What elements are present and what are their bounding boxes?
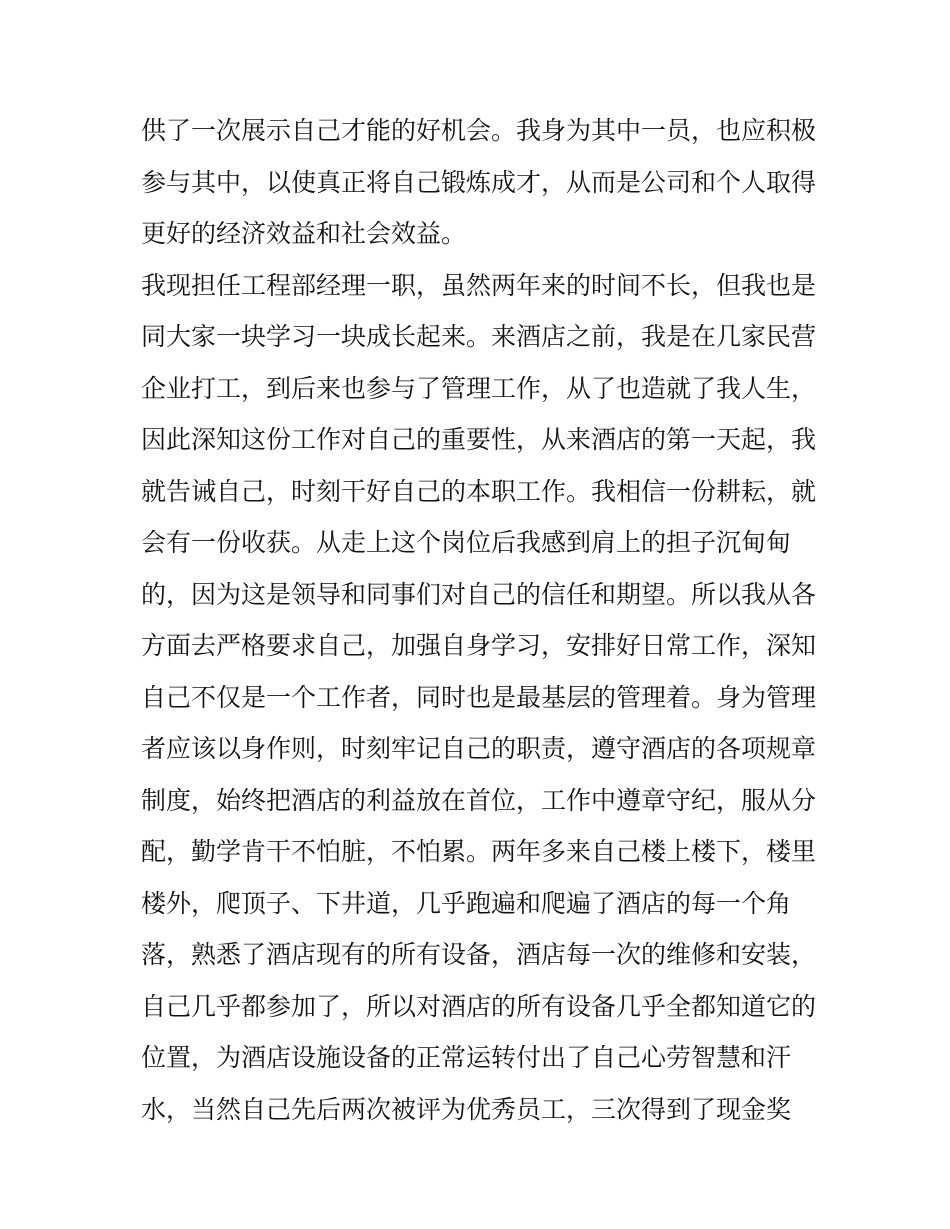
text-line: 方面去严格要求自己，加强自身学习，安排好日常工作，深知 (141, 631, 817, 660)
text-line: 配，勤学肯干不怕脏，不怕累。两年多来自己楼上楼下，楼里 (141, 837, 817, 866)
text-line: 就告诫自己，时刻干好自己的本职工作。我相信一份耕耘，就 (141, 476, 817, 506)
text-line: 水，当然自己先后两次被评为优秀员工，三次得到了现金奖 (141, 1094, 792, 1124)
text-line: 会有一份收获。从走上这个岗位后我感到肩上的担子沉甸甸 (141, 528, 792, 557)
text-line: 企业打工，到后来也参与了管理工作，从了也造就了我人生， (141, 373, 817, 403)
text-line: 我现担任工程部经理一职，虽然两年来的时间不长，但我也是 (141, 270, 817, 300)
text-line: 供了一次展示自己才能的好机会。我身为其中一员，也应积极 (141, 116, 817, 145)
body-text (141, 105, 821, 1135)
text-line: 自己几乎都参加了，所以对酒店的所有设备几乎全都知道它的 (141, 991, 817, 1021)
text-line: 同大家一块学习一块成长起来。来酒店之前，我是在几家民营 (141, 322, 817, 351)
text-line: 落，熟悉了酒店现有的所有设备，酒店每一次的维修和安装， (141, 940, 817, 969)
text-line: 参与其中，以使真正将自己锻炼成才，从而是公司和个人取得 (141, 167, 817, 197)
text-line: 自己不仅是一个工作者，同时也是最基层的管理着。身为管理 (141, 682, 817, 712)
text-line: 的，因为这是领导和同事们对自己的信任和期望。所以我从各 (141, 579, 817, 609)
text-line: 更好的经济效益和社会效益。 (141, 219, 467, 248)
text-line: 位置，为酒店设施设备的正常运转付出了自己心劳智慧和汗 (141, 1043, 792, 1072)
text-line: 制度，始终把酒店的利益放在首位，工作中遵章守纪，服从分 (141, 785, 817, 815)
text-line: 因此深知这份工作对自己的重要性，从来酒店的第一天起，我 (141, 425, 817, 454)
text-line: 楼外，爬顶子、下井道，几乎跑遍和爬遍了酒店的每一个角 (141, 888, 792, 918)
text-line: 者应该以身作则，时刻牢记自己的职责，遵守酒店的各项规章 (141, 734, 817, 763)
